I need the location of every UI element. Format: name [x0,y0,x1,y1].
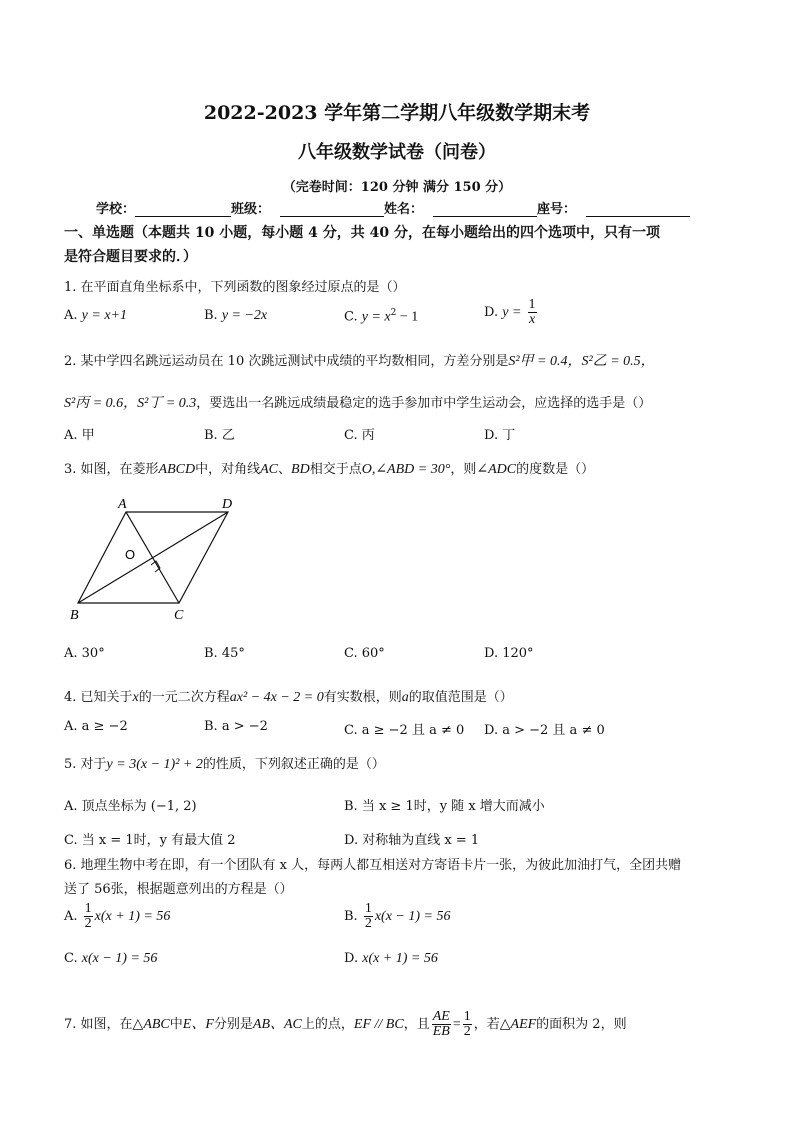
q5-option-d[interactable]: D. 对称轴为直线 x = 1 [344,833,480,848]
q3-rhombus: ABCD [158,462,196,477]
q7-half [463,1010,472,1039]
q7-text-mid3: 上的点， [301,1017,354,1032]
q4-x: x [132,690,139,705]
q7-ratio-den: EB [432,1024,450,1039]
q1-b-label: B. [204,308,218,323]
q4-text [64,686,513,706]
q4-option-a[interactable]: A. a ≥ −2 [64,719,128,734]
q2-line2 [64,392,651,412]
q1-text: 1. 在平面直角坐标系中，下列函数的图象经过原点的是（） [64,280,406,295]
label-b: B [70,608,79,623]
q5-option-a[interactable]: A. 顶点坐标为 (−1, 2) [64,799,197,814]
q3-option-d[interactable]: D. 120° [484,646,534,661]
q7-text-pre: 7. 如图，在 [64,1017,133,1032]
q7-half-den: 2 [463,1024,471,1039]
q7-text-mid5: ，若 [473,1017,500,1032]
q5-expression: y = 3(x − 1)² + 2 [106,757,203,772]
q3-condition: O,∠ABD = 30° [361,462,451,477]
q4-text-pre: 4. 已知关于 [64,690,133,705]
q1-d-fraction [528,298,537,327]
q7-text-post: 的面积为 2，则 [536,1017,627,1032]
q3-text-mid3: ，则 [450,462,477,477]
q2-option-c[interactable]: C. 丙 [344,428,375,443]
q2-line2-text: ，要选出一名跳远成绩最稳定的选手参加市中学生运动会，应选择的选手是（） [196,396,652,411]
q4-option-d[interactable]: D. a > −2 且 a ≠ 0 [484,723,605,738]
q1-option-b[interactable] [204,308,267,324]
q4-a-var: a [401,690,409,705]
q3-option-a[interactable]: A. 30° [64,646,105,661]
q4-text-post: 的取值范围是（） [408,690,513,705]
q6-a-half [84,902,93,931]
q7-text [64,1010,627,1039]
q1-c-expr-post: − 1 [396,309,419,325]
q6-a-half-num: 1 [84,901,92,916]
q1-option-a[interactable] [64,308,127,324]
q4-text-mid2: 有实数根，则 [323,690,402,705]
q1-a-label: A. [64,308,78,323]
q7-ratio-num: AE [432,1009,450,1024]
q6-line2: 送了 56张，根据题意列出的方程是（） [64,882,293,897]
q2-option-a[interactable]: A. 甲 [64,428,95,443]
q6-option-c[interactable] [64,951,157,967]
q4-option-c[interactable]: C. a ≥ −2 且 a ≠ 0 [344,723,465,738]
q3-bd: BD [291,462,310,477]
q1-b-expr: y = −2x [221,308,268,323]
q2-s-yi: ，S²乙 = 0.5， [567,354,655,369]
q1-option-c[interactable]: C. $y = x^2 - 1$ [344,308,419,325]
q1-c-expr-pre: y = x [361,309,391,325]
q2-line1-text: 2. 某中学四名跳远运动员在 10 次跳远测试中成绩的平均数相同，方差分别是 [64,354,509,369]
class-blank[interactable] [280,202,384,217]
time-note: （完卷时间：120 分钟 满分 150 分） [282,180,512,195]
q6-b-label: B. [344,909,358,924]
q6-line1: 6. 地理生物中考在即，有一个团队有 x 人，每两人都互相送对方寄语卡片一张，为彼此加油打气，全团共赠 [64,858,682,873]
q3-option-b[interactable]: B. 45° [204,646,245,661]
q7-text-mid2: 分别是 [213,1017,253,1032]
section-heading-line2: 是符合题目要求的．） [64,249,197,265]
q1-d-expr-pre: y = [502,305,522,320]
q7-ratio [432,1010,451,1039]
q2-s-jia: S²甲 = 0.4 [508,354,568,369]
q3-angle-adc: ∠ADC [476,462,517,477]
label-c: C [174,608,184,623]
q6-a-half-den: 2 [84,916,92,931]
q2-line1 [64,350,655,370]
q6-option-a[interactable] [64,902,170,931]
q6-option-d[interactable] [344,951,438,967]
q7-parallel: EF // BC [353,1017,404,1032]
exam-title: 2022-2023 学年第二学期八年级数学期末考 [203,102,591,124]
q4-option-b[interactable]: B. a > −2 [204,719,268,734]
q7-equals: = [452,1017,461,1032]
q5-text-pre: 5. 对于 [64,757,107,772]
q6-a-expr: x(x + 1) = 56 [94,909,171,924]
q6-d-expr: x(x + 1) = 56 [362,951,438,966]
q3-text [64,458,594,478]
q7-text-mid1: 中 [169,1017,183,1032]
q6-b-half-num: 1 [364,901,372,916]
exam-subtitle: 八年级数学试卷（问卷） [298,142,496,163]
q6-c-expr: x(x − 1) = 56 [81,951,158,966]
seat-label: 座号： [537,202,577,217]
class-label: 班级： [231,202,271,217]
diagonal-bd [78,512,228,603]
q3-rhombus-diagram [62,495,252,625]
school-label: 学校： [96,202,136,217]
q1-d-den: x [528,312,536,327]
q6-d-label: D. [344,951,359,966]
q6-a-label: A. [64,909,78,924]
q7-triangle: △ABC [132,1017,170,1032]
section-heading-line1: 一、单选题（本题共 10 小题，每小题 4 分，共 40 分，在每小题给出的四个选项中，只有一项 [64,225,660,241]
q3-sep: 、 [278,462,292,477]
q3-option-c[interactable]: C. 60° [344,646,385,661]
label-d: D [222,497,233,512]
q3-text-post: 的度数是（） [516,462,595,477]
seat-blank[interactable] [586,202,690,217]
q7-half-num: 1 [463,1009,471,1024]
q4-equation: ax² − 4x − 2 = 0 [229,690,324,705]
q6-option-b[interactable] [344,902,450,931]
q5-text [64,753,385,773]
q1-c-label: C. [344,309,358,325]
q1-d-label: D. [484,305,499,320]
q1-option-d[interactable] [484,298,539,327]
q1-d-num: 1 [528,297,536,312]
q2-option-d[interactable]: D. 丁 [484,428,516,443]
name-label: 姓名： [384,202,424,217]
q6-b-expr: x(x − 1) = 56 [374,909,451,924]
label-a: A [118,497,127,512]
q2-s-bing-ding: S²丙 = 0.6，S²丁 = 0.3 [64,396,197,411]
info-line [96,198,690,217]
q5-option-c[interactable]: C. 当 x = 1时，y 有最大值 2 [64,833,236,848]
q3-ac: AC [260,462,279,477]
q7-ef: E、F [182,1017,214,1032]
q7-aef: △AEF [499,1017,537,1032]
school-blank[interactable] [135,202,231,217]
q6-b-half [364,902,373,931]
label-o: O [125,547,136,562]
q6-c-label: C. [64,951,78,966]
q1-a-expr: y = x+1 [81,308,127,323]
q2-option-b[interactable]: B. 乙 [204,428,235,443]
q3-text-mid2: 相交于点 [309,462,362,477]
q7-ab-ac: AB、AC [252,1017,302,1032]
q3-text-pre: 3. 如图，在菱形 [64,462,159,477]
q5-option-b[interactable]: B. 当 x ≥ 1时，y 随 x 增大而减小 [344,799,545,814]
name-blank[interactable] [433,202,537,217]
q5-text-post: 的性质，下列叙述正确的是（） [202,757,385,772]
q6-b-half-den: 2 [364,916,372,931]
q3-text-mid1: 中，对角线 [195,462,261,477]
q4-text-mid: 的一元二次方程 [138,690,230,705]
q7-text-mid4: ，且 [403,1017,430,1032]
